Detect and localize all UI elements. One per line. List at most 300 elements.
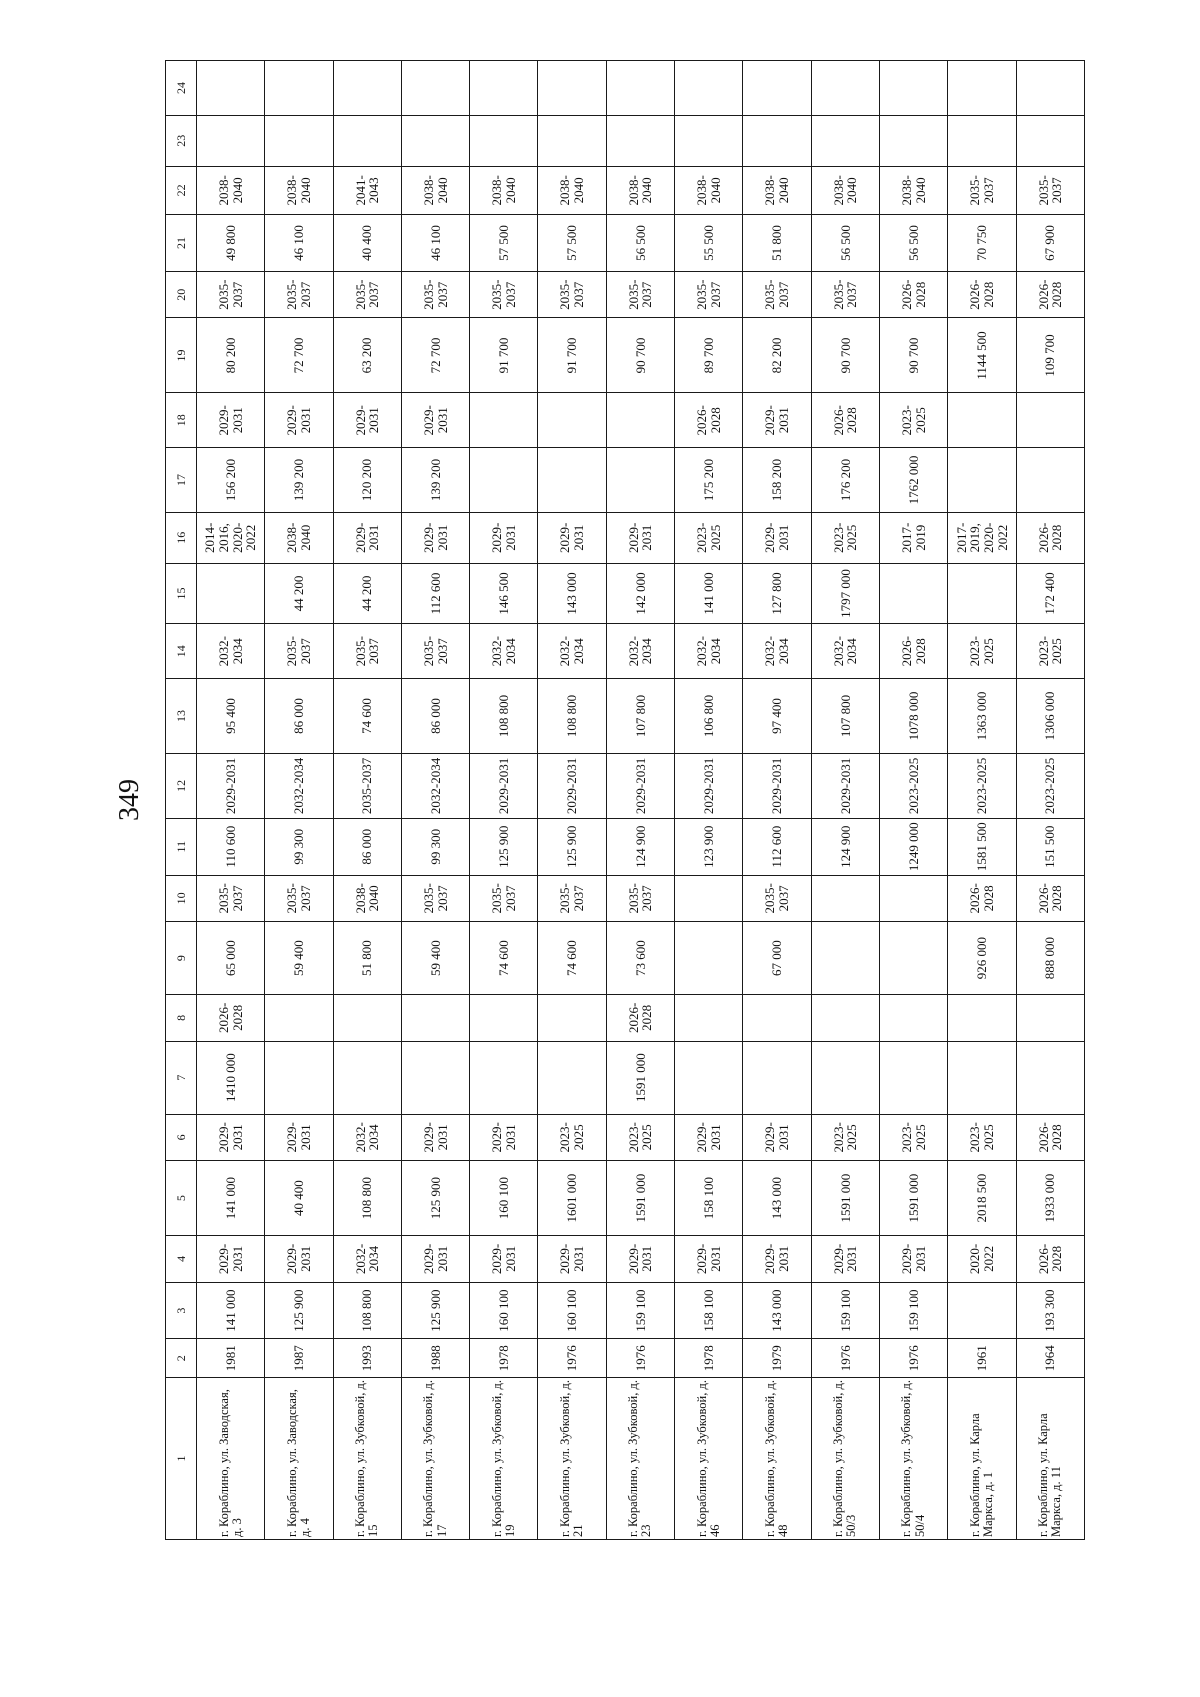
- table-cell: 2029-2031: [743, 393, 811, 448]
- table-cell: [401, 995, 469, 1042]
- column-header: 2: [166, 1339, 197, 1377]
- table-cell: 2029-2031: [197, 1236, 265, 1283]
- table-cell: 59 400: [401, 922, 469, 995]
- table-cell: 74 600: [470, 922, 538, 995]
- table-cell: 99 300: [401, 818, 469, 875]
- table-cell: 51 800: [333, 922, 401, 995]
- table-cell: [879, 115, 947, 166]
- column-header: 19: [166, 318, 197, 393]
- table-cell: [1016, 393, 1084, 448]
- table-cell: 2035-2037: [811, 271, 879, 318]
- page-number: 349: [114, 779, 145, 821]
- table-row: [538, 61, 606, 1540]
- column-header: 20: [166, 271, 197, 318]
- table-cell: 80 200: [197, 318, 265, 393]
- table-cell: [401, 1041, 469, 1114]
- table-cell: 109 700: [1016, 318, 1084, 393]
- table-cell: 46 100: [265, 215, 333, 272]
- table-cell: 2026-2028: [1016, 512, 1084, 563]
- table-cell: 2029-2031: [470, 754, 538, 819]
- table-cell: [538, 61, 606, 116]
- column-header: 13: [166, 679, 197, 754]
- table-cell: 151 500: [1016, 818, 1084, 875]
- table-cell: 86 000: [401, 679, 469, 754]
- table-cell: 2023-2025: [538, 1114, 606, 1161]
- table-cell: 1964: [1016, 1339, 1084, 1377]
- column-header: 1: [166, 1377, 197, 1539]
- table-cell: 1249 000: [879, 818, 947, 875]
- table-cell: 172 400: [1016, 563, 1084, 624]
- table-cell: 160 100: [470, 1161, 538, 1236]
- table-row: [197, 61, 265, 1540]
- column-header: 22: [166, 166, 197, 215]
- table-cell: 2023-2025: [879, 754, 947, 819]
- table-cell: 2014-2016, 2020-2022: [197, 512, 265, 563]
- table-row: [470, 61, 538, 1540]
- table-cell: 2038-2040: [811, 166, 879, 215]
- table-cell: 51 800: [743, 215, 811, 272]
- table-cell: 2026-2028: [197, 995, 265, 1042]
- table-cell: [948, 563, 1016, 624]
- table-cell: 156 200: [197, 448, 265, 513]
- table-cell: 125 900: [401, 1282, 469, 1339]
- table-cell: 2029-2031: [401, 1236, 469, 1283]
- table-cell: 44 200: [333, 563, 401, 624]
- table-cell: [470, 115, 538, 166]
- table-cell: 2029-2031: [197, 1114, 265, 1161]
- table-cell: [948, 393, 1016, 448]
- table-cell: 2017-2019, 2020-2022: [948, 512, 1016, 563]
- table-cell: 2032-2034: [743, 624, 811, 679]
- table-cell: [265, 995, 333, 1042]
- table-cell: 97 400: [743, 679, 811, 754]
- table-cell: 1976: [538, 1339, 606, 1377]
- address-cell: г. Кораблино, ул. Заводская, д. 3: [197, 1377, 265, 1539]
- address-cell: г. Кораблино, ул. Зубковой, д. 48: [743, 1377, 811, 1539]
- table-cell: 2038-2040: [265, 166, 333, 215]
- table-cell: 2029-2031: [470, 512, 538, 563]
- table-cell: 2035-2037: [470, 271, 538, 318]
- table-cell: 141 000: [197, 1161, 265, 1236]
- table-cell: 1591 000: [606, 1161, 674, 1236]
- table-cell: 2026-2028: [811, 393, 879, 448]
- table-cell: 1306 000: [1016, 679, 1084, 754]
- table-cell: [470, 448, 538, 513]
- table-cell: 90 700: [879, 318, 947, 393]
- table-cell: 1988: [401, 1339, 469, 1377]
- table-cell: [948, 115, 1016, 166]
- table-cell: 127 800: [743, 563, 811, 624]
- table-cell: 1601 000: [538, 1161, 606, 1236]
- table-cell: 56 500: [879, 215, 947, 272]
- table-cell: 2041-2043: [333, 166, 401, 215]
- address-cell: г. Кораблино, ул. Карла Маркса, д. 11: [1016, 1377, 1084, 1539]
- table-cell: 2032-2034: [675, 624, 743, 679]
- table-cell: [948, 448, 1016, 513]
- table-cell: 2023-2025: [811, 512, 879, 563]
- table-cell: 89 700: [675, 318, 743, 393]
- table-cell: 2038-2040: [265, 512, 333, 563]
- table-cell: 2032-2034: [197, 624, 265, 679]
- table-cell: 2038-2040: [401, 166, 469, 215]
- table-cell: [811, 995, 879, 1042]
- table-cell: 158 100: [675, 1161, 743, 1236]
- column-header: 15: [166, 563, 197, 624]
- address-cell: г. Кораблино, ул. Зубковой, д. 15: [333, 1377, 401, 1539]
- table-cell: 2035-2037: [675, 271, 743, 318]
- table-cell: 159 100: [606, 1282, 674, 1339]
- table-cell: 99 300: [265, 818, 333, 875]
- table-cell: [743, 61, 811, 116]
- table-cell: 2023-2025: [879, 1114, 947, 1161]
- table-cell: 2029-2031: [811, 1236, 879, 1283]
- table-cell: 1581 500: [948, 818, 1016, 875]
- column-header: 18: [166, 393, 197, 448]
- table-cell: 2029-2031: [265, 1236, 333, 1283]
- table-cell: [197, 115, 265, 166]
- table-cell: 2023-2025: [811, 1114, 879, 1161]
- table-cell: 160 100: [538, 1282, 606, 1339]
- table-cell: 2023-2025: [879, 393, 947, 448]
- table-cell: [538, 995, 606, 1042]
- table-cell: 125 900: [470, 818, 538, 875]
- table-cell: 2032-2034: [333, 1114, 401, 1161]
- table-cell: 2029-2031: [675, 754, 743, 819]
- table-cell: 2029-2031: [470, 1114, 538, 1161]
- table-cell: 86 000: [265, 679, 333, 754]
- table-cell: 2035-2037: [470, 875, 538, 922]
- table-cell: 1410 000: [197, 1041, 265, 1114]
- table-cell: [948, 995, 1016, 1042]
- table-cell: [333, 995, 401, 1042]
- table-cell: [811, 1041, 879, 1114]
- table-cell: [401, 115, 469, 166]
- table-cell: 56 500: [606, 215, 674, 272]
- column-header: 12: [166, 754, 197, 819]
- table-row: [265, 61, 333, 1540]
- table-cell: 1078 000: [879, 679, 947, 754]
- table-cell: [265, 115, 333, 166]
- table-cell: 159 100: [811, 1282, 879, 1339]
- table-cell: [675, 875, 743, 922]
- table-cell: 143 000: [743, 1282, 811, 1339]
- table-cell: 107 800: [811, 679, 879, 754]
- table-cell: 2035-2037: [538, 271, 606, 318]
- table-cell: 142 000: [606, 563, 674, 624]
- table-cell: 2035-2037: [948, 166, 1016, 215]
- table-cell: 1762 000: [879, 448, 947, 513]
- table-cell: 72 700: [401, 318, 469, 393]
- table-cell: 2032-2034: [265, 754, 333, 819]
- address-cell: г. Кораблино, ул. Зубковой, д. 46: [675, 1377, 743, 1539]
- table-cell: [401, 61, 469, 116]
- table-cell: 86 000: [333, 818, 401, 875]
- table-cell: [675, 115, 743, 166]
- table-cell: 107 800: [606, 679, 674, 754]
- table-cell: 1976: [879, 1339, 947, 1377]
- table-cell: [811, 61, 879, 116]
- table-cell: 926 000: [948, 922, 1016, 995]
- table-cell: 2017-2019: [879, 512, 947, 563]
- table-cell: 2029-2031: [401, 393, 469, 448]
- table-cell: 125 900: [401, 1161, 469, 1236]
- table-cell: 57 500: [470, 215, 538, 272]
- table-cell: 123 900: [675, 818, 743, 875]
- table-cell: 65 000: [197, 922, 265, 995]
- table-cell: [538, 393, 606, 448]
- table-cell: 40 400: [265, 1161, 333, 1236]
- table-cell: [538, 1041, 606, 1114]
- table-cell: 2023-2025: [948, 624, 1016, 679]
- table-cell: 2038-2040: [675, 166, 743, 215]
- table-cell: 2023-2025: [948, 754, 1016, 819]
- table-cell: 2032-2034: [401, 754, 469, 819]
- table-cell: [811, 875, 879, 922]
- table-cell: 2029-2031: [606, 1236, 674, 1283]
- table-cell: [470, 393, 538, 448]
- table-cell: 2029-2031: [197, 754, 265, 819]
- table-cell: 72 700: [265, 318, 333, 393]
- table-cell: [675, 61, 743, 116]
- table-cell: 1987: [265, 1339, 333, 1377]
- table-cell: 2029-2031: [743, 754, 811, 819]
- table-cell: 2032-2034: [333, 1236, 401, 1283]
- table-cell: 2029-2031: [743, 512, 811, 563]
- table-cell: 2023-2025: [1016, 624, 1084, 679]
- table-cell: 2029-2031: [606, 512, 674, 563]
- column-header: 3: [166, 1282, 197, 1339]
- table-cell: [538, 115, 606, 166]
- table-cell: 108 800: [333, 1161, 401, 1236]
- table-cell: 124 900: [606, 818, 674, 875]
- table-cell: 2035-2037: [401, 875, 469, 922]
- table-cell: 59 400: [265, 922, 333, 995]
- table-cell: [948, 1282, 1016, 1339]
- table-cell: [879, 875, 947, 922]
- table-cell: [333, 61, 401, 116]
- table-cell: 1144 500: [948, 318, 1016, 393]
- table-cell: 141 000: [197, 1282, 265, 1339]
- table-cell: 108 800: [470, 679, 538, 754]
- table-cell: 63 200: [333, 318, 401, 393]
- table-cell: 90 700: [811, 318, 879, 393]
- table-cell: 67 900: [1016, 215, 1084, 272]
- table-row: [401, 61, 469, 1540]
- column-header: 14: [166, 624, 197, 679]
- table-cell: [1016, 61, 1084, 116]
- address-cell: г. Кораблино, ул. Зубковой, д. 21: [538, 1377, 606, 1539]
- table-cell: 91 700: [470, 318, 538, 393]
- table-cell: [1016, 995, 1084, 1042]
- table-cell: 46 100: [401, 215, 469, 272]
- table-cell: [470, 1041, 538, 1114]
- table-cell: 2029-2031: [743, 1236, 811, 1283]
- table-cell: 2026-2028: [1016, 875, 1084, 922]
- table-cell: 125 900: [265, 1282, 333, 1339]
- table-cell: 108 800: [538, 679, 606, 754]
- column-header: 6: [166, 1114, 197, 1161]
- header-row: [166, 61, 197, 1540]
- column-header: 7: [166, 1041, 197, 1114]
- table-cell: [743, 995, 811, 1042]
- table-cell: 146 500: [470, 563, 538, 624]
- column-header: 5: [166, 1161, 197, 1236]
- table-cell: [879, 61, 947, 116]
- table-cell: 2035-2037: [743, 271, 811, 318]
- table-cell: 2026-2028: [675, 393, 743, 448]
- table-cell: 106 800: [675, 679, 743, 754]
- table-cell: 2035-2037: [265, 271, 333, 318]
- column-header: 10: [166, 875, 197, 922]
- table-cell: 2035-2037: [606, 875, 674, 922]
- table-cell: 2029-2031: [538, 1236, 606, 1283]
- table-cell: [265, 1041, 333, 1114]
- table-cell: 125 900: [538, 818, 606, 875]
- table-cell: [606, 61, 674, 116]
- table-cell: 44 200: [265, 563, 333, 624]
- table-cell: 2029-2031: [401, 512, 469, 563]
- address-cell: г. Кораблино, ул. Зубковой, д. 50/3: [811, 1377, 879, 1539]
- table-cell: 2035-2037: [197, 271, 265, 318]
- table-row: [675, 61, 743, 1540]
- table-row: [333, 61, 401, 1540]
- table-cell: 74 600: [333, 679, 401, 754]
- table-cell: 139 200: [265, 448, 333, 513]
- table-cell: 2029-2031: [197, 393, 265, 448]
- table-cell: [197, 563, 265, 624]
- table-cell: 2029-2031: [470, 1236, 538, 1283]
- address-cell: г. Кораблино, ул. Зубковой, д. 17: [401, 1377, 469, 1539]
- table-cell: 2029-2031: [265, 393, 333, 448]
- table-cell: 2023-2025: [948, 1114, 1016, 1161]
- table-cell: [1016, 1041, 1084, 1114]
- table-cell: 91 700: [538, 318, 606, 393]
- table-cell: 95 400: [197, 679, 265, 754]
- table-cell: [811, 115, 879, 166]
- table-cell: 1591 000: [879, 1161, 947, 1236]
- table-cell: 2035-2037: [538, 875, 606, 922]
- table-cell: 2023-2025: [606, 1114, 674, 1161]
- table-cell: 2032-2034: [606, 624, 674, 679]
- table-cell: 1363 000: [948, 679, 1016, 754]
- column-header: 4: [166, 1236, 197, 1283]
- table-cell: 2018 500: [948, 1161, 1016, 1236]
- table-cell: 1979: [743, 1339, 811, 1377]
- table-cell: 2026-2028: [879, 624, 947, 679]
- column-header: 17: [166, 448, 197, 513]
- table-cell: 67 000: [743, 922, 811, 995]
- table-cell: [1016, 115, 1084, 166]
- table-cell: 2029-2031: [538, 512, 606, 563]
- table-cell: [470, 995, 538, 1042]
- table-cell: 176 200: [811, 448, 879, 513]
- table-cell: 2029-2031: [333, 512, 401, 563]
- table-cell: 193 300: [1016, 1282, 1084, 1339]
- table-cell: 2029-2031: [401, 1114, 469, 1161]
- table-cell: [743, 115, 811, 166]
- table-cell: 2029-2031: [743, 1114, 811, 1161]
- table-cell: 1993: [333, 1339, 401, 1377]
- table-cell: 2029-2031: [333, 393, 401, 448]
- table-cell: [879, 995, 947, 1042]
- table-row: [606, 61, 674, 1540]
- table-cell: 2035-2037: [743, 875, 811, 922]
- table-cell: 90 700: [606, 318, 674, 393]
- table-cell: 2026-2028: [606, 995, 674, 1042]
- column-header: 23: [166, 115, 197, 166]
- table-cell: 1978: [675, 1339, 743, 1377]
- table-cell: 2029-2031: [538, 754, 606, 819]
- table-row: [1016, 61, 1084, 1540]
- address-cell: г. Кораблино, ул. Карла Маркса, д. 1: [948, 1377, 1016, 1539]
- table-cell: 2029-2031: [811, 754, 879, 819]
- table-cell: 112 600: [401, 563, 469, 624]
- table-cell: 70 750: [948, 215, 1016, 272]
- table-cell: 143 000: [743, 1161, 811, 1236]
- table-cell: 2035-2037: [333, 271, 401, 318]
- table-cell: [879, 563, 947, 624]
- table-cell: 2026-2028: [1016, 1236, 1084, 1283]
- table-row: [743, 61, 811, 1540]
- table-cell: 2038-2040: [538, 166, 606, 215]
- table-cell: 40 400: [333, 215, 401, 272]
- table-cell: 2035-2037: [333, 624, 401, 679]
- table-cell: 159 100: [879, 1282, 947, 1339]
- table-cell: 2026-2028: [948, 875, 1016, 922]
- table-cell: 160 100: [470, 1282, 538, 1339]
- table-cell: [606, 115, 674, 166]
- table-cell: 2035-2037: [197, 875, 265, 922]
- table-cell: 2026-2028: [948, 271, 1016, 318]
- table-cell: [1016, 448, 1084, 513]
- rotated-document: [110, 60, 1085, 1540]
- table-cell: [743, 1041, 811, 1114]
- table-cell: [948, 61, 1016, 116]
- table-cell: 1976: [811, 1339, 879, 1377]
- address-cell: г. Кораблино, ул. Зубковой, д. 23: [606, 1377, 674, 1539]
- table-cell: 112 600: [743, 818, 811, 875]
- table-cell: 2029-2031: [606, 754, 674, 819]
- table-cell: 2032-2034: [538, 624, 606, 679]
- table-cell: 120 200: [333, 448, 401, 513]
- table-cell: 2038-2040: [470, 166, 538, 215]
- table-cell: 1933 000: [1016, 1161, 1084, 1236]
- table-body: [197, 61, 1085, 1540]
- table-cell: 888 000: [1016, 922, 1084, 995]
- table-cell: [606, 393, 674, 448]
- table-cell: [333, 1041, 401, 1114]
- table-cell: 55 500: [675, 215, 743, 272]
- table-row: [811, 61, 879, 1540]
- table-cell: [811, 922, 879, 995]
- table-cell: 2029-2031: [265, 1114, 333, 1161]
- table-cell: 175 200: [675, 448, 743, 513]
- table-cell: 2038-2040: [743, 166, 811, 215]
- table-cell: 2035-2037: [606, 271, 674, 318]
- table-cell: 124 900: [811, 818, 879, 875]
- table-cell: [675, 922, 743, 995]
- table-cell: 108 800: [333, 1282, 401, 1339]
- table-cell: [197, 61, 265, 116]
- table-cell: [675, 995, 743, 1042]
- table-cell: 74 600: [538, 922, 606, 995]
- table-cell: 57 500: [538, 215, 606, 272]
- table-cell: 2035-2037: [333, 754, 401, 819]
- table-cell: 2023-2025: [675, 512, 743, 563]
- column-header: 9: [166, 922, 197, 995]
- address-cell: г. Кораблино, ул. Зубковой, д. 19: [470, 1377, 538, 1539]
- table-cell: [538, 448, 606, 513]
